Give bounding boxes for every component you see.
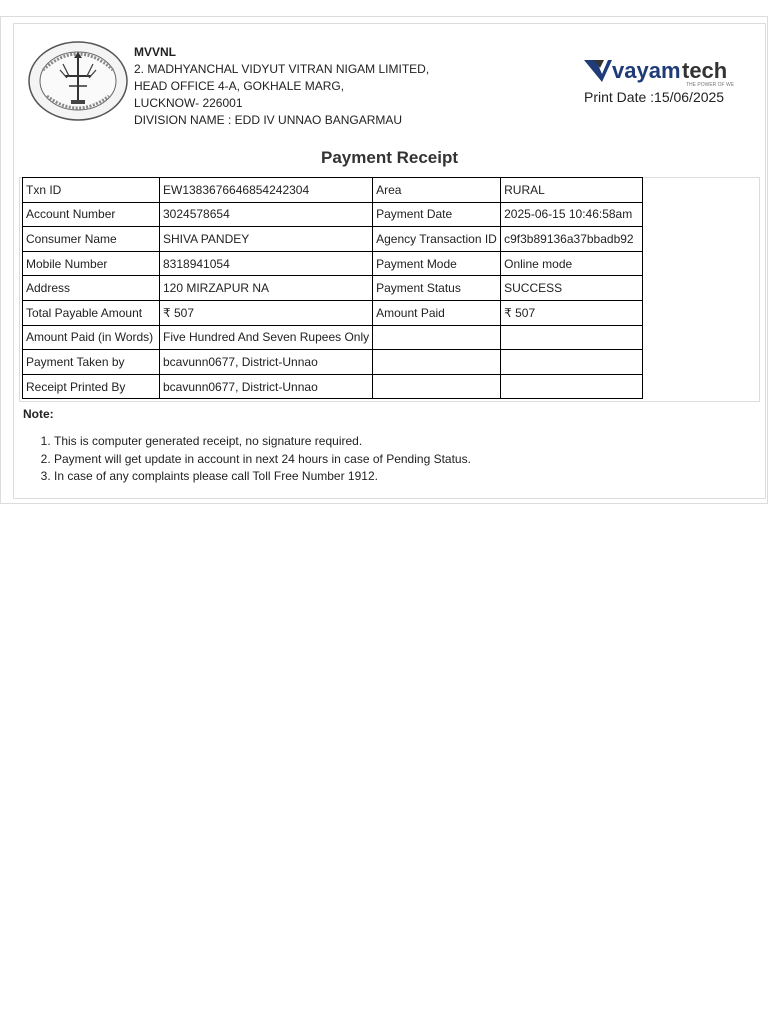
mvvnl-seal-logo bbox=[27, 40, 129, 122]
table-row bbox=[23, 251, 643, 276]
receipt-title: Payment Receipt bbox=[321, 148, 458, 167]
field-value: bcavunn0677, District-Unnao bbox=[160, 350, 373, 375]
field-value bbox=[501, 374, 643, 399]
field-label bbox=[373, 325, 501, 350]
table-row bbox=[23, 227, 643, 252]
field-label: Amount Paid bbox=[373, 300, 501, 325]
field-value: RURAL bbox=[501, 178, 643, 203]
field-label: Payment Date bbox=[373, 202, 501, 227]
field-label: Mobile Number bbox=[23, 251, 160, 276]
field-value: Five Hundred And Seven Rupees Only bbox=[160, 325, 373, 350]
address-line-3: LUCKNOW- 226001 bbox=[134, 96, 243, 110]
field-value: Online mode bbox=[501, 251, 643, 276]
field-value: ₹ 507 bbox=[160, 300, 373, 325]
note-item: 1. This is computer generated receipt, no signature required. bbox=[54, 433, 471, 451]
org-short-name: MVVNL bbox=[134, 45, 176, 59]
table-row bbox=[23, 178, 643, 203]
field-label: Txn ID bbox=[23, 178, 160, 203]
field-value: SUCCESS bbox=[501, 276, 643, 301]
brand-name-part1: vayam bbox=[612, 58, 681, 83]
field-label bbox=[373, 374, 501, 399]
field-label: Payment Status bbox=[373, 276, 501, 301]
table-row bbox=[23, 300, 643, 325]
table-row bbox=[23, 202, 643, 227]
note-item: 3. In case of any complaints please call Toll Free Number 1912. bbox=[54, 468, 471, 486]
table-row bbox=[23, 276, 643, 301]
field-value bbox=[501, 350, 643, 375]
address-line-2: HEAD OFFICE 4-A, GOKHALE MARG, bbox=[134, 79, 345, 93]
brand-name-part2: tech bbox=[682, 58, 728, 83]
table-row bbox=[23, 325, 643, 350]
field-label: Receipt Printed By bbox=[23, 374, 160, 399]
vayamtech-logo bbox=[582, 56, 742, 90]
organization-address bbox=[134, 44, 454, 129]
field-label: Payment Mode bbox=[373, 251, 501, 276]
field-label: Account Number bbox=[23, 202, 160, 227]
field-label: Payment Taken by bbox=[23, 350, 160, 375]
field-value: ₹ 507 bbox=[501, 300, 643, 325]
field-value bbox=[501, 325, 643, 350]
notes-list bbox=[23, 433, 471, 486]
field-value: 2025-06-15 10:46:58am bbox=[501, 202, 643, 227]
receipt-table bbox=[22, 177, 643, 399]
field-value: 120 MIRZAPUR NA bbox=[160, 276, 373, 301]
field-label: Agency Transaction ID bbox=[373, 227, 501, 252]
field-value: EW1383676646854242304 bbox=[160, 178, 373, 203]
field-label: Address bbox=[23, 276, 160, 301]
address-line-1: 2. MADHYANCHAL VIDYUT VITRAN NIGAM LIMITED, bbox=[134, 62, 430, 76]
note-item: 2. Payment will get update in account in next 24 hours in case of Pending Status. bbox=[54, 451, 471, 469]
field-value: 3024578654 bbox=[160, 202, 373, 227]
field-value: bcavunn0677, District-Unnao bbox=[160, 374, 373, 399]
field-value: SHIVA PANDEY bbox=[160, 227, 373, 252]
field-value: 8318941054 bbox=[160, 251, 373, 276]
field-label bbox=[373, 350, 501, 375]
receipt-page bbox=[0, 16, 768, 504]
receipt-card bbox=[13, 23, 766, 499]
print-date: Print Date :15/06/2025 bbox=[584, 89, 725, 105]
field-value: c9f3b89136a37bbadb92 bbox=[501, 227, 643, 252]
brand-tagline: THE POWER OF WE bbox=[686, 82, 735, 88]
field-label: Total Payable Amount bbox=[23, 300, 160, 325]
table-row bbox=[23, 350, 643, 375]
note-label: Note: bbox=[23, 407, 54, 421]
field-label: Area bbox=[373, 178, 501, 203]
division-name: DIVISION NAME : EDD IV UNNAO BANGARMAU bbox=[134, 113, 403, 127]
table-row bbox=[23, 374, 643, 399]
field-label: Consumer Name bbox=[23, 227, 160, 252]
field-label: Amount Paid (in Words) bbox=[23, 325, 160, 350]
